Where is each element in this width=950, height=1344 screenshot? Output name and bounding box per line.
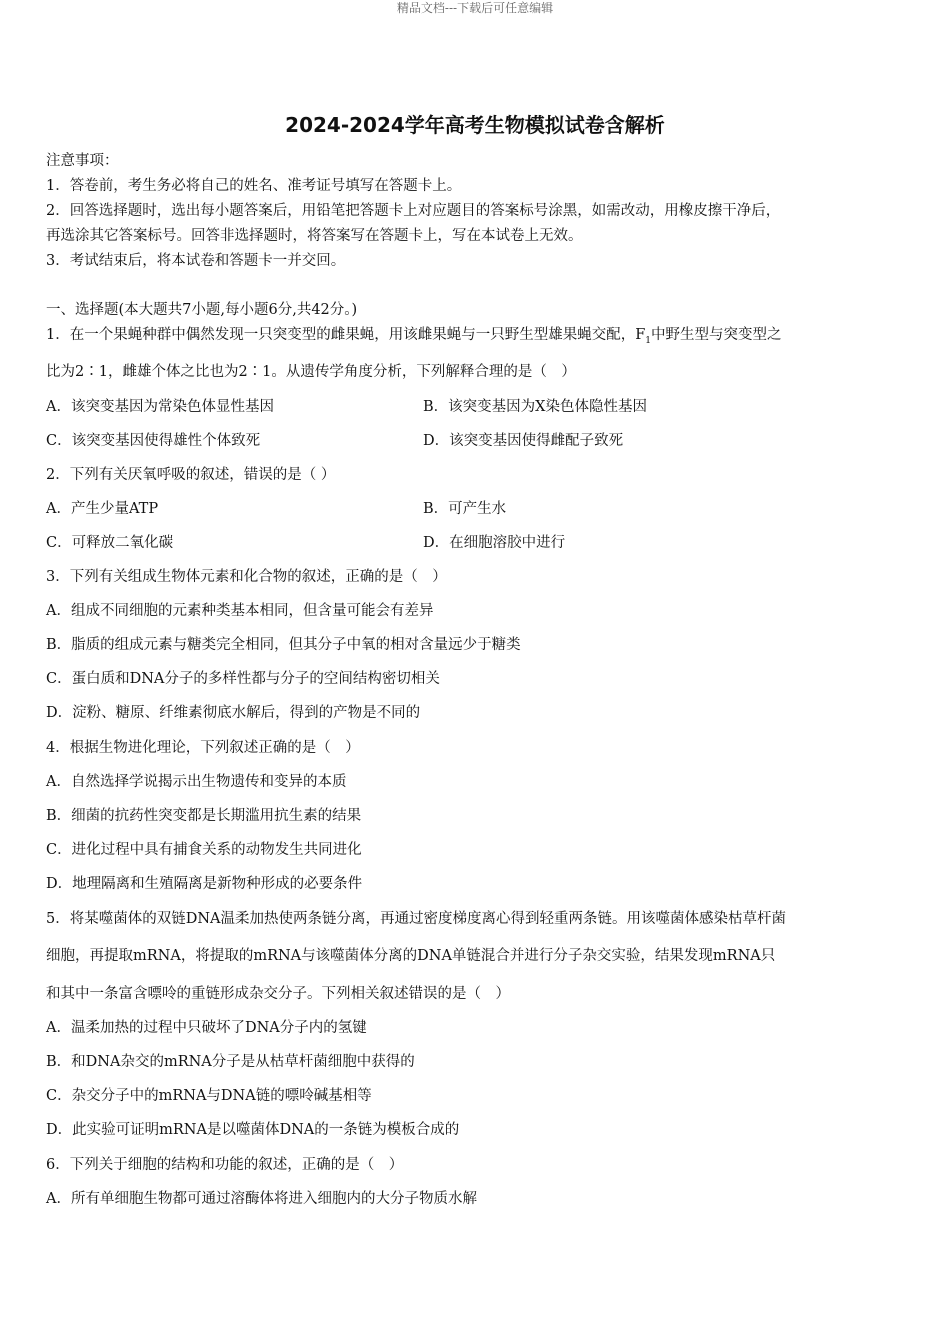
q4-option-c: C．进化过程中具有捕食关系的动物发生共同进化 — [46, 842, 362, 858]
q5-option-c: C．杂交分子中的mRNA与DNA链的嘌呤碱基相等 — [46, 1088, 372, 1104]
q2-option-row-2 — [46, 533, 566, 553]
q2-option-row-1 — [46, 499, 507, 519]
q1-subscript: 1 — [645, 335, 652, 346]
q2-stem: 2．下列有关厌氧呼吸的叙述，错误的是（ ） — [46, 467, 336, 483]
q1-option-c: C．该突变基因使得雄性个体致死 — [46, 433, 261, 449]
q3-option-c: C．蛋白质和DNA分子的多样性都与分子的空间结构密切相关 — [46, 671, 440, 687]
q5-option-a: A．温柔加热的过程中只破坏了DNA分子内的氢键 — [46, 1020, 367, 1036]
q3-option-a: A．组成不同细胞的元素种类基本相同，但含量可能会有差异 — [46, 603, 434, 619]
section-heading: 一、选择题(本大题共7小题,每小题6分,共42分。) — [46, 302, 358, 318]
q1-option-b: B．该突变基因为X染色体隐性基因 — [423, 399, 647, 415]
q3-stem: 3．下列有关组成生物体元素和化合物的叙述，正确的是（ ） — [46, 569, 447, 585]
q1-option-a: A．该突变基因为常染色体显性基因 — [46, 399, 274, 415]
page-header-note: 精品文档---下载后可任意编辑 — [396, 1, 554, 15]
q3-option-b: B．脂质的组成元素与糖类完全相同，但其分子中氧的相对含量远少于糖类 — [46, 637, 521, 653]
q5-stem-line3: 和其中一条富含嘌呤的重链形成杂交分子。下列相关叙述错误的是（ ） — [46, 986, 510, 1002]
q5-option-b: B．和DNA杂交的mRNA分子是从枯草杆菌细胞中获得的 — [46, 1054, 415, 1070]
notice-item-1: 1．答卷前，考生务必将自己的姓名、准考证号填写在答题卡上。 — [46, 178, 462, 194]
q1-stem-a: 1．在一个果蝇种群中偶然发现一只突变型的雌果蝇，用该雌果蝇与一只野生型雄果蝇交配，F — [46, 327, 646, 343]
q4-option-b: B．细菌的抗药性突变都是长期滥用抗生素的结果 — [46, 808, 362, 824]
q2-option-c: C．可释放二氧化碳 — [46, 535, 174, 551]
q2-option-d: D．在细胞溶胶中进行 — [423, 535, 566, 551]
q5-option-d: D．此实验可证明mRNA是以噬菌体DNA的一条链为模板合成的 — [46, 1122, 460, 1138]
notice-item-3: 3．考试结束后，将本试卷和答题卡一并交回。 — [46, 253, 346, 269]
q1-option-row-2 — [46, 431, 624, 451]
notice-item-2: 2．回答选择题时，选出每小题答案后，用铅笔把答题卡上对应题目的答案标号涂黑，如需改动，用橡皮擦干净后， — [46, 203, 781, 219]
q2-option-a: A．产生少量ATP — [46, 501, 159, 517]
notice-heading: 注意事项： — [46, 153, 119, 169]
q5-stem-line1: 5．将某噬菌体的双链DNA温柔加热使两条链分离，再通过密度梯度离心得到轻重两条链。用该噬菌体感染枯草杆菌 — [46, 911, 787, 927]
q4-option-a: A．自然选择学说揭示出生物遗传和变异的本质 — [46, 774, 347, 790]
q4-stem: 4．根据生物进化理论，下列叙述正确的是（ ） — [46, 740, 360, 756]
q5-stem-line2: 细胞，再提取mRNA，将提取的mRNA与该噬菌体分离的DNA单链混合并进行分子杂交实验，结果发现mRNA只 — [46, 948, 776, 964]
q6-option-a: A．所有单细胞生物都可通过溶酶体将进入细胞内的大分子物质水解 — [46, 1191, 477, 1207]
notice-item-2-cont: 再选涂其它答案标号。回答非选择题时，将答案写在答题卡上，写在本试卷上无效。 — [46, 228, 583, 244]
q1-option-row-1 — [46, 397, 647, 417]
q1-option-d: D．该突变基因使得雌配子致死 — [423, 433, 624, 449]
q1-stem-line2: 比为2∶1，雌雄个体之比也为2∶1。从遗传学角度分析，下列解释合理的是（ ） — [46, 364, 576, 380]
q3-option-d: D．淀粉、糖原、纤维素彻底水解后，得到的产物是不同的 — [46, 705, 421, 721]
document-title: 2024-2024学年高考生物模拟试卷含解析 — [285, 113, 665, 137]
q2-option-b: B．可产生水 — [423, 501, 507, 517]
q6-stem: 6．下列关于细胞的结构和功能的叙述，正确的是（ ） — [46, 1157, 404, 1173]
q1-stem-b: 中野生型与突变型之 — [651, 327, 782, 343]
q4-option-d: D．地理隔离和生殖隔离是新物种形成的必要条件 — [46, 876, 363, 892]
q1-stem-line1 — [46, 325, 782, 351]
